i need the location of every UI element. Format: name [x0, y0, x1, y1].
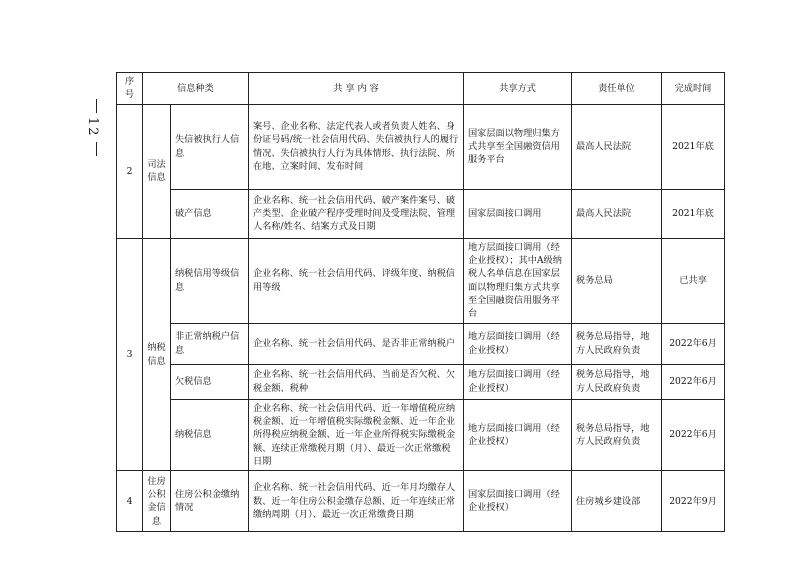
row-category: 破产信息: [171, 189, 249, 238]
header-method: 共享方式: [464, 73, 572, 105]
row-method: 地方层面接口调用（经企业授权）: [464, 399, 572, 471]
row-unit: 税务总局指导，地方人民政府负责: [572, 323, 662, 364]
row-content: 企业名称、统一社会信用代码、近一年月均缴存人数、近一年住房公积金缴存总额、近一年连续正常缴纳周期（月）、最近一次正常缴费日期: [249, 471, 464, 532]
row-unit: 税务总局指导，地方人民政府负责: [572, 364, 662, 399]
table-row: [117, 238, 725, 323]
group-number: 4: [117, 471, 143, 532]
row-method: 国家层面以物理归集方式共享至全国融资信用服务平台: [464, 104, 572, 189]
page-number-dash-top: [96, 99, 97, 113]
table-row: [117, 471, 725, 532]
row-time: 2022年6月: [662, 323, 725, 364]
table-header-row: [117, 73, 725, 105]
row-content: 企业名称、统一社会信用代码、评级年度、纳税信用等级: [249, 238, 464, 323]
row-method: 地方层面接口调用（经企业授权）: [464, 364, 572, 399]
header-time: 完成时间: [662, 73, 725, 105]
row-time: 2021年底: [662, 104, 725, 189]
row-content: 企业名称、统一社会信用代码、当前是否欠税、欠税金额、税种: [249, 364, 464, 399]
page-number-dash-bottom: [96, 142, 97, 156]
table-row: [117, 189, 725, 238]
header-content: 共 享 内 容: [249, 73, 464, 105]
row-method: 地方层面接口调用（经企业授权）；其中A级纳税人名单信息在国家层面以物理归集方式共享至全国融资信用服务平台: [464, 238, 572, 323]
table-row: [117, 399, 725, 471]
row-content: 企业名称、统一社会信用代码、是否非正常纳税户: [249, 323, 464, 364]
group-name: 司法 信息: [143, 104, 171, 238]
row-time: 2022年6月: [662, 399, 725, 471]
header-unit: 责任单位: [572, 73, 662, 105]
row-method: 国家层面接口调用: [464, 189, 572, 238]
table-row: [117, 104, 725, 189]
row-time: 2022年9月: [662, 471, 725, 532]
group-name: 住房 公积 金信 息: [143, 471, 171, 532]
group-number: 2: [117, 104, 143, 238]
row-content: 企业名称、统一社会信用代码、近一年增值税应纳税金额、近一年增值税实际缴税金额、近一年企业所得税应纳税金额、近一年企业所得税实际缴税金额、连续正常缴税月期（月）、最近一次正常缴税日期: [249, 399, 464, 471]
page-number-text: 12: [85, 117, 100, 138]
row-unit: 税务总局: [572, 238, 662, 323]
row-content: 案号、企业名称、法定代表人或者负责人姓名、身份证号码/统一社会信用代码、失信被执行人的履行情况、失信被执行人行为具体情形、执行法院、所在地、立案时间、发布时间: [249, 104, 464, 189]
row-unit: 最高人民法院: [572, 104, 662, 189]
row-method: 地方层面接口调用（经企业授权）: [464, 323, 572, 364]
row-category: 纳税信用等级信息: [171, 238, 249, 323]
group-name: 纳税 信息: [143, 238, 171, 471]
row-category: 失信被执行人信息: [171, 104, 249, 189]
table-row: [117, 364, 725, 399]
row-category: 非正常纳税户信息: [171, 323, 249, 364]
row-category: 住房公积金缴纳情况: [171, 471, 249, 532]
row-unit: 税务总局指导，地方人民政府负责: [572, 399, 662, 471]
row-category: 欠税信息: [171, 364, 249, 399]
row-category: 纳税信息: [171, 399, 249, 471]
row-unit: 住房城乡建设部: [572, 471, 662, 532]
row-method: 国家层面接口调用（经企业授权）: [464, 471, 572, 532]
table-row: [117, 323, 725, 364]
group-number: 3: [117, 238, 143, 471]
row-time: 2021年底: [662, 189, 725, 238]
header-category: 信息种类: [143, 73, 249, 105]
info-sharing-table: [116, 72, 725, 532]
row-unit: 最高人民法院: [572, 189, 662, 238]
header-no: 序号: [117, 73, 143, 105]
row-time: 已共享: [662, 238, 725, 323]
row-time: 2022年6月: [662, 364, 725, 399]
row-content: 企业名称、统一社会信用代码、破产案件案号、破产类型、企业破产程序受理时间及受理法院、管理人名称/姓名、结案方式及日期: [249, 189, 464, 238]
page-number: [86, 95, 106, 160]
